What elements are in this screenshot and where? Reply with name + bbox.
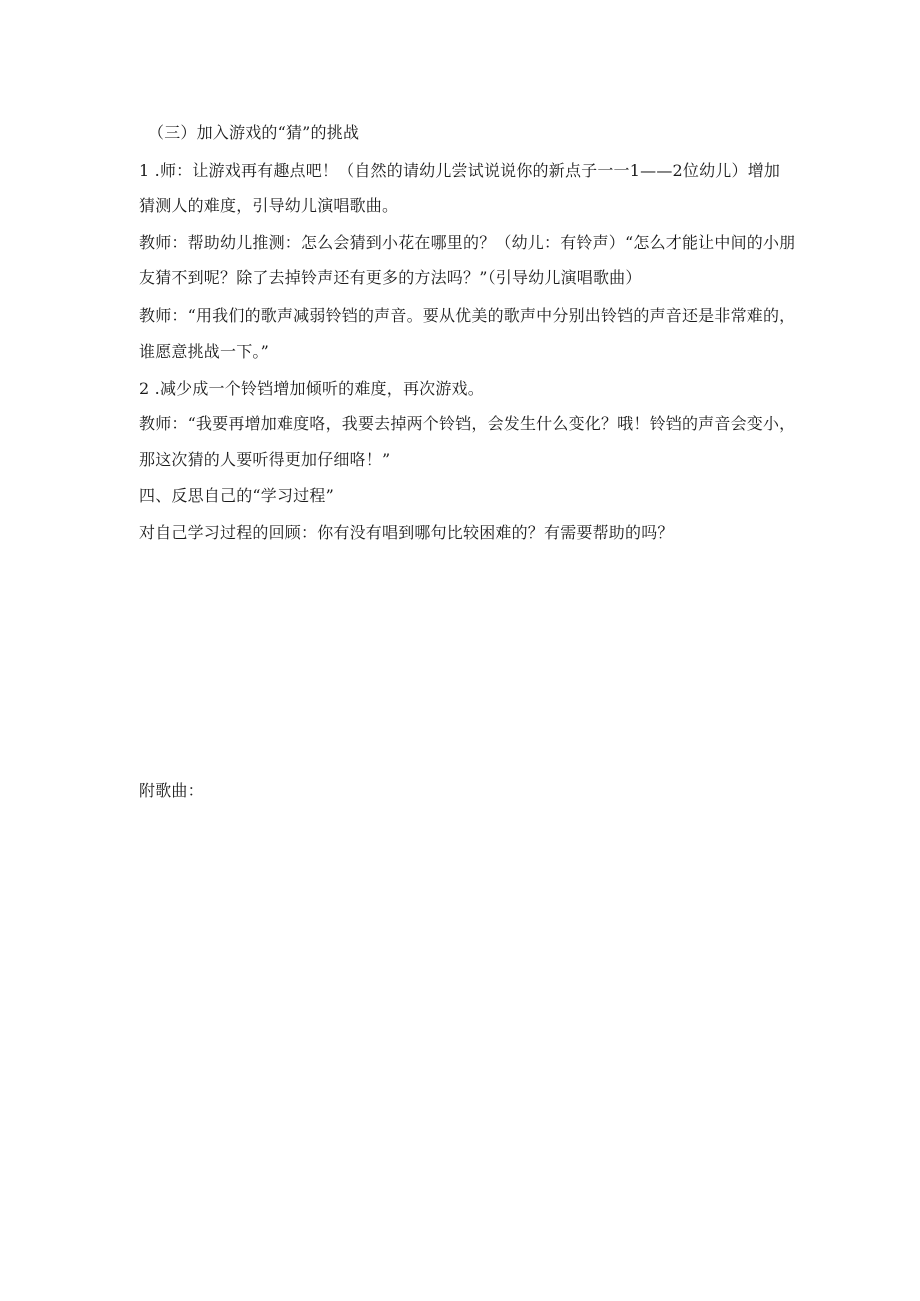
teacher-paragraph-2-line-2: 谁愿意挑战一下。” [139, 342, 269, 361]
item-1-line-1: 1 .师：让游戏再有趣点吧！（自然的请幼儿尝试说说你的新点子一一1——2位幼儿）增加 [139, 161, 781, 180]
section-four-heading: 四、反思自己的“学习过程” [139, 486, 334, 505]
reflection-line: 对自己学习过程的回顾：你有没有唱到哪句比较困难的？有需要帮助的吗？ [139, 523, 674, 542]
item-2-line-1: 2 .减少成一个铃铛增加倾听的难度，再次游戏。 [139, 379, 484, 398]
item-1-line-2: 猜测人的难度，引导幼儿演唱歌曲。 [139, 196, 399, 215]
teacher-paragraph-3-line-2: 那这次猜的人要听得更加仔细咯！” [139, 450, 391, 469]
teacher-paragraph-1-line-1: 教师：帮助幼儿推测：怎么会猜到小花在哪里的？（幼儿：有铃声）“怎么才能让中间的小朋 [139, 233, 796, 252]
teacher-paragraph-1-line-2: 友猜不到呢？除了去掉铃声还有更多的方法吗？”（引导幼儿演唱歌曲） [139, 268, 642, 287]
teacher-paragraph-2-line-1: 教师：“用我们的歌声减弱铃铛的声音。要从优美的歌声中分别出铃铛的声音还是非常难的， [139, 306, 796, 325]
teacher-paragraph-3-line-1: 教师：“我要再增加难度咯，我要去掉两个铃铛，会发生什么变化？哦！铃铛的声音会变小， [139, 414, 796, 433]
section-three-heading: （三）加入游戏的“猜”的挑战 [148, 123, 360, 142]
appendix-label: 附歌曲： [139, 781, 204, 800]
